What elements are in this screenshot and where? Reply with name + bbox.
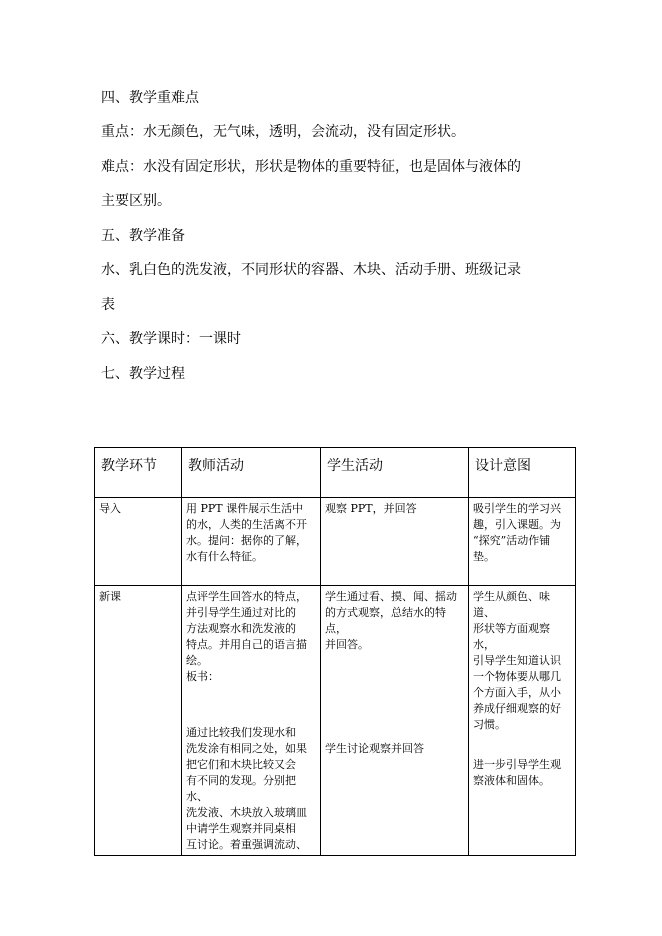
table-row (95, 586, 576, 856)
teacher-line: 水。提问：据你的了解， (186, 534, 307, 547)
preparation-line-1: 水、乳白色的洗发液，不同形状的容器、木块、活动手册、班级记录 (101, 262, 521, 278)
intent-cell (469, 586, 576, 856)
preparation-line-2: 表 (101, 297, 115, 313)
teacher-line: 有不同的发现。分别把水、 (186, 774, 296, 803)
teacher-line: 通过比较我们发现水和 (186, 726, 296, 739)
teacher-line: 板书： (186, 670, 219, 683)
intent-line: 一个物体要从哪几 (473, 670, 561, 683)
intent-line: 个方面入手，从小 (473, 686, 561, 699)
section-5-title: 五、教学准备 (101, 228, 185, 244)
intent-line: 学生从颜色、味道、 (473, 590, 550, 619)
intent-line: 吸引学生的学习兴 (473, 502, 561, 515)
header-stage: 教学环节 (95, 448, 182, 498)
intent-line: 垫。 (473, 550, 495, 563)
teaching-process-table (94, 447, 576, 856)
student-line: 的方式观察，总结水的特点， (325, 606, 446, 635)
intent-line: “探究”活动作铺 (473, 534, 551, 547)
intent-line: 趣，引入课题。为 (473, 518, 561, 531)
teacher-line: 用 PPT 课件展示生活中 (186, 502, 304, 515)
student-cell (321, 498, 469, 586)
student-line: 观察 PPT，并回答 (325, 502, 417, 515)
teacher-cell (182, 586, 321, 856)
teacher-line: 的水，人类的生活离不开 (186, 518, 307, 531)
student-line: 并回答。 (325, 638, 369, 651)
student-line: 学生通过看、摸、闻、摇动 (325, 590, 457, 603)
section-4-title: 四、教学重难点 (101, 90, 199, 106)
table-row (95, 498, 576, 586)
teacher-line: 特点。并用自己的语言描 (186, 638, 307, 651)
intent-line: 进一步引导学生观 (473, 758, 561, 771)
intent-cell (469, 498, 576, 586)
section-7-title: 七、教学过程 (101, 366, 185, 382)
intent-line: 察液体和固体。 (473, 774, 550, 787)
header-intent: 设计意图 (469, 448, 576, 498)
intent-line: 形状等方面观察水， (473, 622, 550, 651)
section-6-title: 六、教学课时：一课时 (101, 331, 241, 347)
table-header-row (95, 448, 576, 498)
teacher-cell (182, 498, 321, 586)
teacher-line: 中请学生观察并同桌相 (186, 822, 296, 835)
teacher-line: 方法观察水和洗发液的 (186, 622, 296, 635)
student-line: 学生讨论观察并回答 (325, 742, 424, 755)
teacher-line: 把它们和木块比较又会 (186, 758, 296, 771)
intent-line: 习惯。 (473, 718, 506, 731)
difficult-points-line-1: 难点：水没有固定形状，形状是物体的重要特征，也是固体与液体的 (101, 159, 521, 175)
teacher-line: 洗发液、木块放入玻璃皿 (186, 806, 307, 819)
stage-cell: 新课 (95, 586, 182, 856)
stage-cell: 导入 (95, 498, 182, 586)
teacher-line: 洗发涂有相同之处，如果 (186, 742, 307, 755)
teacher-line: 绘。 (186, 654, 208, 667)
intent-line: 引导学生知道认识 (473, 654, 561, 667)
teacher-line: 水有什么特征。 (186, 550, 263, 563)
difficult-points-line-2: 主要区别。 (101, 193, 171, 209)
teacher-line: 互讨论。着重强调流动、 (186, 838, 307, 851)
header-student: 学生活动 (321, 448, 469, 498)
key-points: 重点：水无颜色，无气味，透明，会流动，没有固定形状。 (101, 124, 465, 140)
teacher-line: 点评学生回答水的特点， (186, 590, 307, 603)
intent-line: 养成仔细观察的好 (473, 702, 561, 715)
student-cell (321, 586, 469, 856)
header-teacher: 教师活动 (182, 448, 321, 498)
teacher-line: 并引导学生通过对比的 (186, 606, 296, 619)
